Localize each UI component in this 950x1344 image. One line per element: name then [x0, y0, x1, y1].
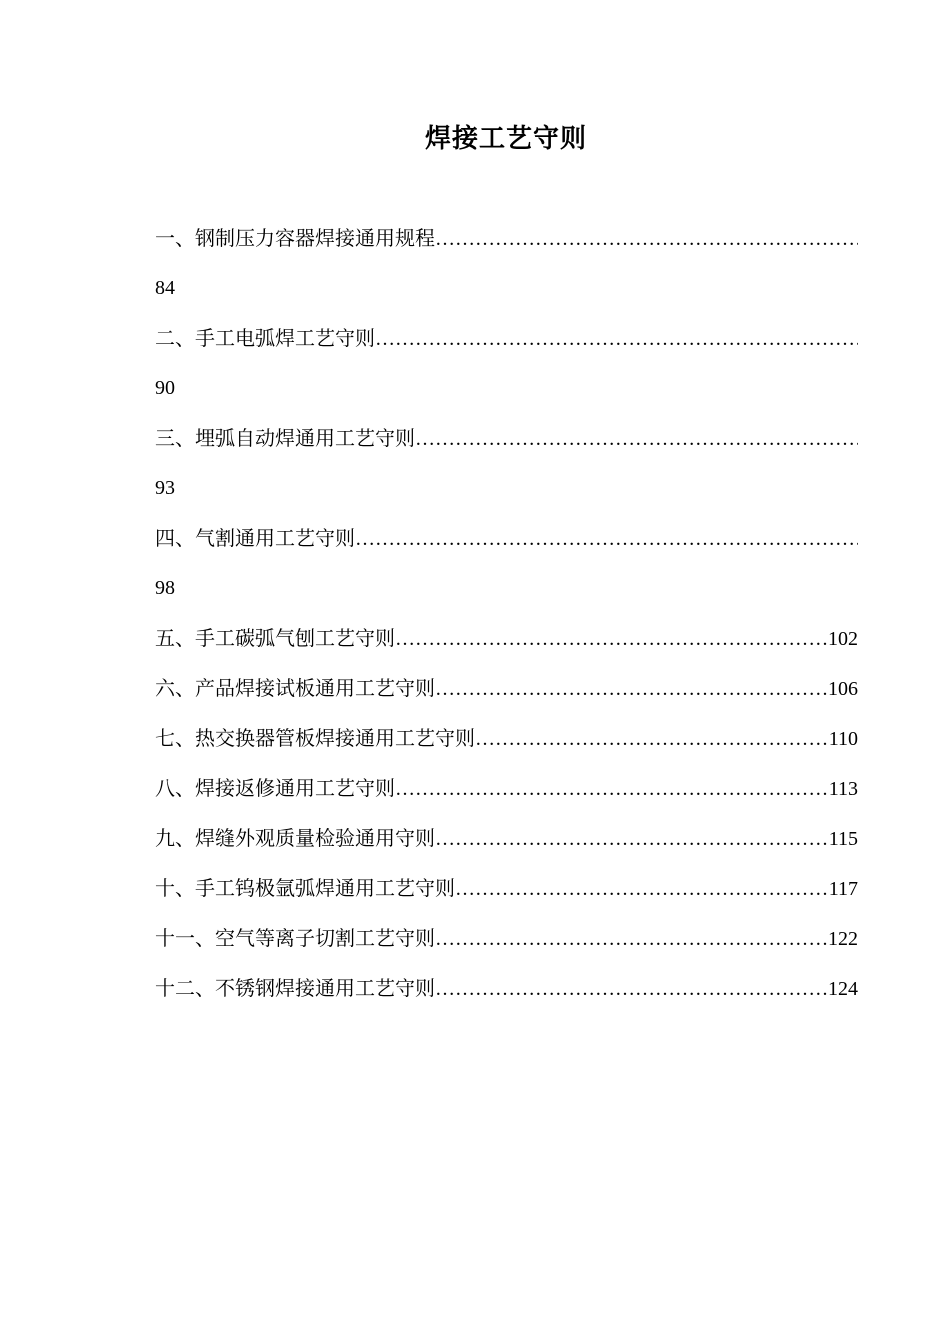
- toc-entry: [155, 920, 858, 970]
- toc-leader-dots: [435, 671, 828, 707]
- toc-leader-dots: [435, 821, 829, 857]
- toc-entry-page: 124: [828, 978, 858, 1000]
- toc-leader-dots: [475, 721, 829, 757]
- toc-entry-page: 106: [828, 678, 858, 700]
- toc-leader-dots: [395, 621, 828, 657]
- toc-leader-dots: [435, 221, 858, 257]
- toc-leader-dots: [435, 971, 828, 1007]
- toc-entry: [155, 820, 858, 870]
- toc-entry-page: 113: [828, 778, 858, 800]
- toc-entry-label: 十二、不锈钢焊接通用工艺守则: [155, 976, 435, 1000]
- toc-entry: [155, 320, 858, 370]
- toc-entry-page: 110: [828, 728, 858, 750]
- toc-entry: [155, 220, 858, 270]
- toc-entry: [155, 870, 858, 920]
- toc-leader-dots: [415, 421, 858, 457]
- toc-entry-page: 102: [828, 628, 858, 650]
- toc-entry: [155, 970, 858, 1020]
- toc-entry: [155, 520, 858, 570]
- toc-entry-page: 90: [155, 377, 175, 399]
- toc-entry-page: 115: [828, 828, 858, 850]
- toc-entry-label: 六、产品焊接试板通用工艺守则: [155, 676, 435, 700]
- toc-leader-dots: [435, 921, 828, 957]
- toc-entry: [155, 620, 858, 670]
- toc-entry-page: 84: [155, 277, 175, 299]
- toc-entry-label: 四、气割通用工艺守则: [155, 526, 355, 550]
- toc-entry: [155, 670, 858, 720]
- toc-entry-label: 二、手工电弧焊工艺守则: [155, 326, 375, 350]
- toc-entry-label: 五、手工碳弧气刨工艺守则: [155, 626, 395, 650]
- toc-entry-label: 九、焊缝外观质量检验通用守则: [155, 826, 435, 850]
- toc-entry-page: 98: [155, 577, 175, 599]
- toc-entry-label: 三、埋弧自动焊通用工艺守则: [155, 426, 415, 450]
- table-of-contents: [155, 220, 858, 1020]
- toc-entry-label: 十、手工钨极氩弧焊通用工艺守则: [155, 876, 455, 900]
- toc-entry-page: 117: [828, 878, 858, 900]
- toc-entry-label: 一、钢制压力容器焊接通用规程: [155, 226, 435, 250]
- toc-entry-label: 十一、空气等离子切割工艺守则: [155, 926, 435, 950]
- document-title: 焊接工艺守则: [424, 124, 587, 154]
- toc-entry-label: 八、焊接返修通用工艺守则: [155, 776, 395, 800]
- toc-entry: [155, 420, 858, 470]
- toc-entry: [155, 720, 858, 770]
- toc-entry-page: 122: [828, 928, 858, 950]
- toc-entry: [155, 770, 858, 820]
- toc-leader-dots: [395, 771, 829, 807]
- toc-entry-label: 七、热交换器管板焊接通用工艺守则: [155, 726, 475, 750]
- toc-leader-dots: [455, 871, 829, 907]
- toc-leader-dots: [375, 321, 858, 357]
- toc-entry-page: 93: [155, 477, 175, 499]
- toc-leader-dots: [355, 521, 858, 557]
